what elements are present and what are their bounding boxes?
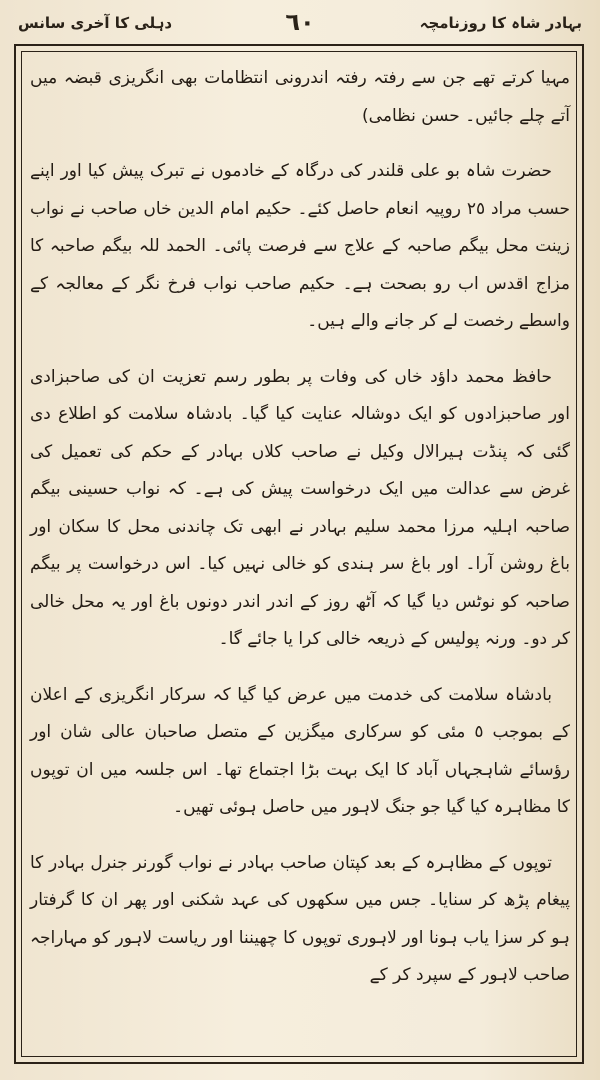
paragraph-3: حافظ محمد داؤد خاں کی وفات پر بطور رسم تعزیت ان کی صاحبزادی اور صاحبزادوں کو ایک دوشالہ عنایت کیا گیا۔ بادشاہ سلامت کو اطلاع دی گئی کہ پنڈت ہیرالال وکیل نے صاحب کلاں بہادر کے حکم کی تعمیل کی غرض سے عدالت میں ایک درخواست پیش کی ہے۔ کہ نواب حسینی بیگم صاحبہ اہلیہ مرزا محمد سلیم بہادر نے ابھی تک چاندنی محل کا سکان اور باغ روشن آرا۔ اور باغ سر ہندی کو خالی نہیں کیا۔ اس درخواست پر بیگم صاحبہ کو نوٹس دیا گیا کہ آٹھ روز کے اندر اندر دونوں باغ اور یہ محل خالی کر دو۔ ورنہ پولیس کے ذریعہ خالی کرا یا جائے گا۔	[30, 366, 570, 649]
page-header	[18, 8, 582, 42]
paragraph-2: حضرت شاہ بو علی قلندر کی درگاہ کے خادموں نے تبرک پیش کیا اور اپنے حسب مراد ٢٥ روپیہ انعام حاصل کئے۔ حکیم امام الدین خاں صاحب نے نواب زینت محل بیگم صاحبہ کے علاج سے فرصت پائی۔ الحمد للہ بیگم صاحبہ کا مزاج اقدس اب رو بصحت ہے۔ حکیم صاحب نواب فرخ نگر کے معالجہ کے واسطے رخصت لے کر جانے والے ہیں۔	[30, 161, 570, 331]
book-title: بہادر شاہ کا روزنامچہ	[419, 14, 582, 32]
paragraph-1: مہیا کرتے تھے جن سے رفتہ رفتہ اندرونی انتظامات بھی انگریزی قبضہ میں آتے چلے جائیں۔ حسن نظامی)	[30, 68, 570, 126]
paragraph-4: بادشاہ سلامت کی خدمت میں عرض کیا گیا کہ سرکار انگریزی کے اعلان کے بموجب ٥ مئی کو سرکاری میگزین کے متصل صاحبان عالی شان اور رؤسائے شاہجہاں آباد کا ایک بہت بڑا اجتماع تھا۔ اس جلسہ میں ان توپوں کا مظاہرہ کیا گیا جو جنگ لاہور میں حاصل ہوئی تھیں۔	[30, 684, 570, 817]
chapter-title: دہلی کا آخری سانس	[18, 14, 173, 32]
paragraph-5: توپوں کے مظاہرہ کے بعد کپتان صاحب بہادر نے نواب گورنر جنرل بہادر کا پیغام پڑھ کر سنایا۔ جس میں سکھوں کی عہد شکنی اور پھر ان کا گرفتار ہو کر سزا یاب ہونا اور لاہوری توپوں کا چھیننا اور ریاست لاہور کو مہاراجہ صاحب لاہور کے سپرد کر کے	[30, 852, 570, 985]
page-body	[30, 60, 570, 1013]
page-number: ٦٠	[285, 8, 315, 36]
